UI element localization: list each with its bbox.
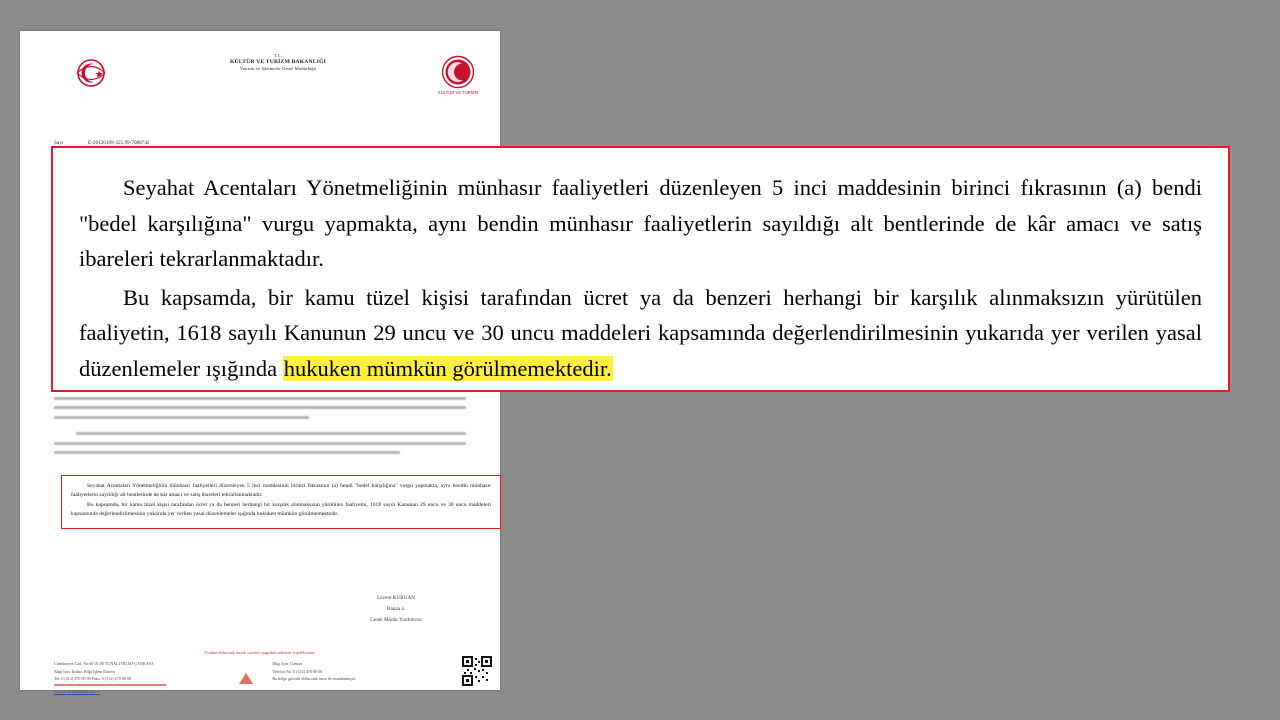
callout-paragraph-1: Seyahat Acentaları Yönetmeliğinin münhasır faaliyetleri düzenleyen 5 inci maddesinin birinci fıkrasının (a) bendi "bedel karşılığına" vurgu yapmakta, aynı bendin münhasır faaliyetlerin sayıldığı alt bentlerinde de kâr amacı ve satış ibareleri tekrarlanmaktadır. [79, 175, 1202, 272]
body-line [54, 416, 309, 419]
excerpt-paragraph-2: Bu kapsamda, bir kamu tüzel kişisi tarafından ücret ya da benzeri herhangi bir karşılık alınmaksızın yürütülen faaliyetin, 1618 sayılı Kanunun 29 uncu ve 30 uncu maddeleri kapsamında değerlendirilmesinin yukarıda yer verilen yasal düzenlemeler ışığında hukuken mümkün görülmemektedir. [71, 502, 491, 517]
document-highlighted-excerpt-box [61, 475, 501, 529]
e-signature-logo-icon [238, 672, 254, 686]
ministry-of-culture-and-tourism-emblem-icon [431, 48, 485, 102]
footer-contact-line: Bilgi İçin: İrtibat: Bilgi İşlem Dairesi [54, 668, 116, 674]
header-line-ministry: KÜLTÜR VE TURİZM BAKANLIĞI [229, 58, 326, 65]
footer-telephone-line: Telefon No: 0 (312) 470 00 00 [272, 668, 323, 674]
excerpt-paragraph-1: Seyahat Acentaları Yönetmeliğinin münhasır faaliyetleri düzenleyen 5 inci maddesinin birinci fıkrasının (a) bendi "bedel karşılığına" vurgu yapmakta, aynı bendin münhasır faaliyetlerin sayıldığı alt bentlerinde de kâr amacı ve satış ibareleri tekrarlanmaktadır. [71, 483, 491, 498]
document-footer [54, 649, 466, 695]
document-signature-block [316, 593, 476, 626]
body-line [54, 406, 466, 409]
signature-title-2: Genel Müdür Yardımcısı [370, 616, 422, 623]
footer-phone-line: Tel: 0 (312) 470 00 00 Faks: 0 (312) 470 00 00 [54, 676, 131, 682]
callout-paragraph-2 [79, 280, 1202, 387]
meta-label-sayi: Sayı [54, 140, 64, 146]
svg-text:KÜLTÜR VE TURİZM: KÜLTÜR VE TURİZM [437, 90, 479, 95]
body-line [54, 442, 466, 445]
magnified-excerpt-callout [51, 146, 1230, 392]
footer-left-column [54, 660, 248, 696]
footer-address-line: Cumhuriyet Cad. No:60 01:00 TUNALI HİLMİ-ÇANKAYA [54, 660, 154, 666]
body-line [54, 451, 400, 454]
callout-highlighted-phrase: hukuken mümkün görülmemektedir. [283, 355, 612, 381]
footer-verification-note: Evrakın elektronik imzalı suretine aşağıdaki adresten erişebilirsiniz. [204, 650, 316, 655]
signature-title-1: Bakan a. [386, 605, 406, 612]
document-header-titles [138, 53, 418, 72]
header-line-republic: T.C. [274, 53, 282, 58]
footer-esignature-line: Bu belge güvenli elektronik imza ile imzalanmıştır. [272, 676, 357, 682]
meta-value-sayi: E-26120109-325.99-7088742 [88, 140, 150, 146]
footer-right-column [272, 660, 466, 696]
header-line-directorate: Yatırım ve İşletmeler Genel Müdürlüğü [239, 66, 317, 72]
body-line [76, 432, 466, 435]
body-line [54, 397, 466, 400]
footer-email-link[interactable]: e-posta: iletisim@ktb.gov.tr [54, 688, 100, 694]
signature-name: Levent KURUAN [377, 595, 415, 601]
footer-redacted-bar [54, 684, 166, 686]
footer-role-line: Bilgi İçin: Uzman [272, 660, 302, 666]
callout-paragraph-2-text: Bu kapsamda, bir kamu tüzel kişisi tarafından ücret ya da benzeri herhangi bir karşılık alınmaksızın yürütülen faaliyetin, 1618 sayılı Kanunun 29 uncu ve 30 uncu maddeleri kapsamında değerlendirilmesinin yukarıda yer verilen yasal düzenlemeler ışığında [79, 284, 1202, 381]
republic-of-turkiye-crescent-star-emblem-icon [68, 50, 114, 96]
qr-code-icon [462, 656, 492, 686]
